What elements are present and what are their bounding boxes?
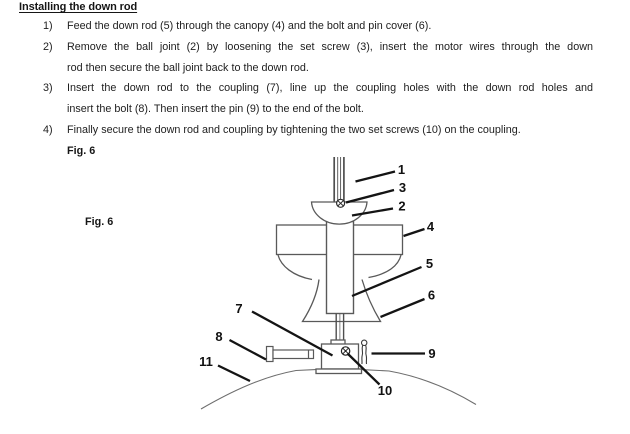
callout-11: 11 (199, 354, 213, 369)
instruction-line: Remove the ball joint (2) by loosening the set screw (3), insert the motor wires through the down (67, 40, 593, 53)
instruction-number: 4) (43, 123, 53, 136)
callout-1: 1 (397, 162, 406, 177)
callout-9: 9 (428, 346, 436, 361)
instruction-line: Feed the down rod (5) through the canopy (4) and the bolt and pin cover (6). (67, 20, 432, 32)
leader-6 (381, 299, 425, 317)
callout-2: 2 (398, 198, 406, 214)
down-rod (327, 222, 354, 345)
callout-10: 10 (377, 383, 393, 398)
pin-icon (362, 340, 367, 364)
bolt-icon (267, 347, 314, 362)
instruction-number: 2) (43, 40, 53, 53)
callout-6: 6 (427, 287, 436, 303)
leader-3 (346, 190, 394, 203)
hanger-wires (334, 157, 344, 203)
callout-labels (199, 162, 435, 398)
instruction-number: 1) (43, 20, 53, 32)
instruction-line: Finally secure the down rod and coupling by tightening the two set screws (10) on the coupling. (67, 123, 521, 136)
instruction-line: insert the bolt (8). Then insert the pin (9) to the end of the bolt. (67, 103, 364, 116)
instruction-number: 3) (43, 82, 53, 95)
leader-1 (356, 172, 396, 182)
leader-4 (404, 229, 425, 236)
callout-3: 3 (398, 180, 407, 195)
callout-4: 4 (426, 219, 435, 234)
figure-side-label: Fig. 6 (85, 216, 114, 228)
leader-11 (218, 366, 250, 382)
callout-8: 8 (215, 329, 223, 344)
page-title: Installing the down rod (19, 1, 138, 13)
callout-7: 7 (235, 301, 243, 316)
motor-housing (201, 369, 476, 409)
instruction-line: Insert the down rod to the coupling (7), line up the coupling holes with the down rod holes and (67, 82, 593, 95)
coupling (316, 340, 362, 374)
figure-caption: Fig. 6 (67, 144, 96, 157)
ball-joint-set-screw-icon (337, 199, 345, 207)
leader-8 (230, 340, 267, 360)
instruction-line: rod then secure the ball joint back to the down rod. (67, 61, 309, 74)
callout-5: 5 (425, 256, 434, 271)
